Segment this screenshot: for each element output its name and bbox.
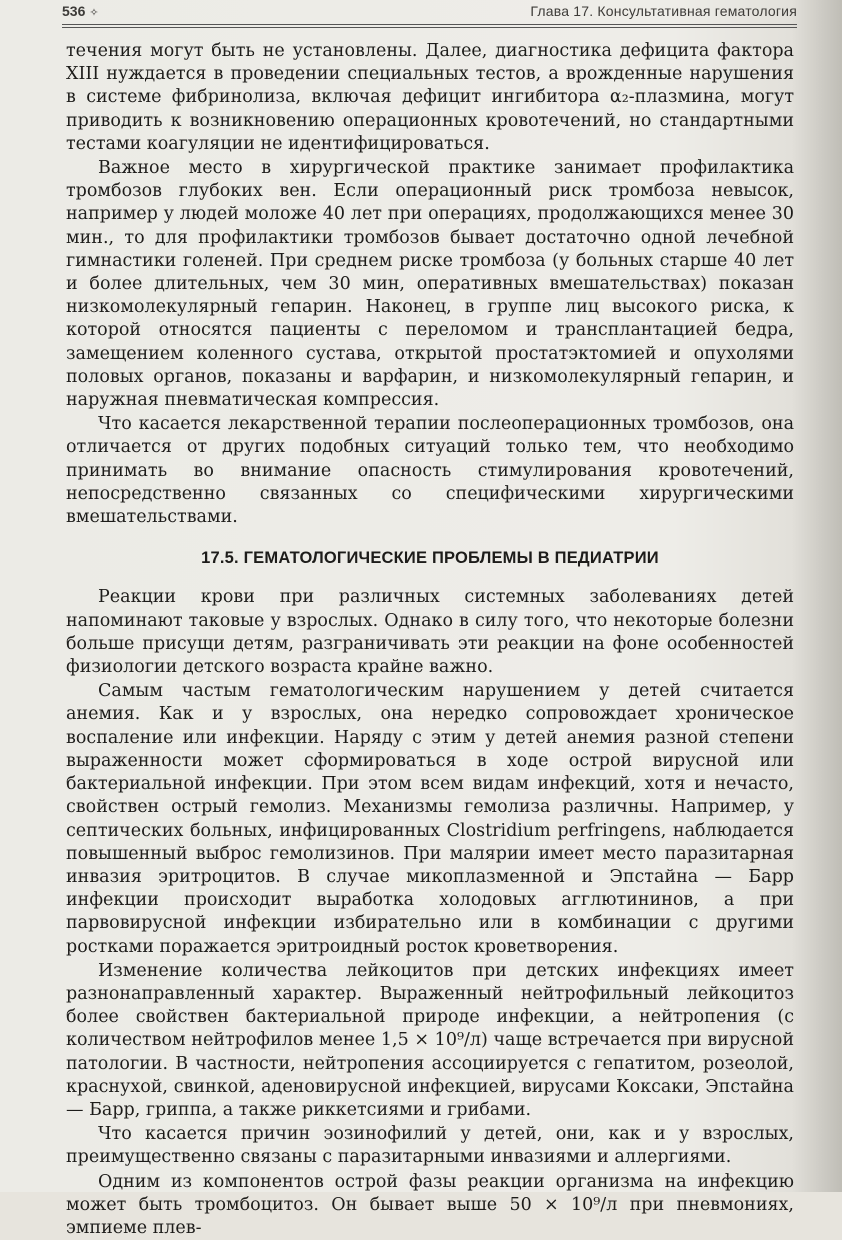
paragraph: Изменение количества лейкоцитов при детских инфекциях имеет разнонаправленный характер. Выраженный нейтрофильный лейкоцитоз более свойствен бактериальной природе инфекции, а нейтропения (с количеством нейтрофилов менее 1,5 × 10⁹/л) чаще встречается при вирусной патологии. В частности, нейтропения ассоциируется с гепатитом, розеолой, краснухой, свинкой, аденовирусной инфекцией, вирусами Коксаки, Эпстайна — Барр, гриппа, а также риккетсиями и грибами. [66, 960, 794, 1120]
ornament-icon: ✧ [89, 7, 99, 19]
page-body [66, 40, 794, 1240]
paragraph: Что касается лекарственной терапии послеоперационных тромбозов, она отличается от других подобных ситуаций только тем, что необходимо принимать во внимание опасность стимулирования кровотечений, непосредственно связанных со специфическими хирургическими вмешательствами. [66, 414, 794, 528]
paragraph: Самым частым гематологическим нарушением у детей считается анемия. Как и у взрослых, она нередко сопровождает хроническое воспаление или инфекции. Наряду с этим у детей анемия разной степени выраженности может сформироваться в ходе острой вирусной или бактериальной инфекции. При этом всем видам инфекций, хотя и нечасто, свойствен острый гемолиз. Механизмы гемолиза различны. Например, у септических больных, инфицированных Clostridium perfringens, наблюдается повышенный выброс гемолизинов. При малярии имеет место паразитарная инвазия эритроцитов. В случае микоплазменной и Эпстайна — Барр инфекции происходит выработка холодовых агглютининов, а при парвовирусной инфекции избирательно или в комбинации с другими ростками поражается эритроидный росток кроветворения. [66, 681, 794, 957]
page-number: 536 ✧ [62, 3, 99, 19]
paragraph: течения могут быть не установлены. Далее, диагностика дефицита фактора XIII нуждается в проведении специальных тестов, а врожденные нарушения в системе фибринолиза, включая дефицит ингибитора α₂-плазмина, могут приводить к возникновению операционных кровотечений, но стандартными тестами коагуляции не идентифицироваться. [66, 41, 794, 154]
header-rule [62, 24, 797, 28]
paragraph: Реакции крови при различных системных заболеваниях детей напоминают таковые у взрослых. Однако в силу того, что некоторые болезни больше присущи детям, разграничивать эти реакции на фоне особенностей физиологии детского возраста крайне важно. [66, 587, 794, 678]
running-title: Глава 17. Консультативная гематология [530, 3, 797, 19]
paragraph: Что касается причин эозинофилий у детей, они, как и у взрослых, преимущественно связаны с паразитарными инвазиями и аллергиями. [66, 1124, 794, 1168]
paragraph: Одним из компонентов острой фазы реакции организма на инфекцию может быть тромбоцитоз. Он бывает выше 50 × 10⁹/л при пневмониях, эмпиеме плев- [66, 1171, 794, 1238]
section-heading: 17.5. ГЕМАТОЛОГИЧЕСКИЕ ПРОБЛЕМЫ В ПЕДИАТРИИ [201, 549, 659, 568]
paragraph: Важное место в хирургической практике занимает профилактика тромбозов глубоких вен. Если операционный риск тромбоза невысок, например у людей моложе 40 лет при операциях, продолжающихся менее 30 мин., то для профилактики тромбозов бывает достаточно одной лечебной гимнастики голеней. При среднем риске тромбоза (у больных старше 40 лет и более длительных, чем 30 мин, оперативных вмешательствах) показан низкомолекулярный гепарин. Наконец, в группе лиц высокого риска, к которой относятся пациенты с переломом и трансплантацией бедра, замещением коленного сустава, открытой простатэктомией и опухолями половых органов, показаны и варфарин, и низкомолекулярный гепарин, и наружная пневматическая компрессия. [66, 158, 794, 411]
page-header [62, 2, 797, 24]
